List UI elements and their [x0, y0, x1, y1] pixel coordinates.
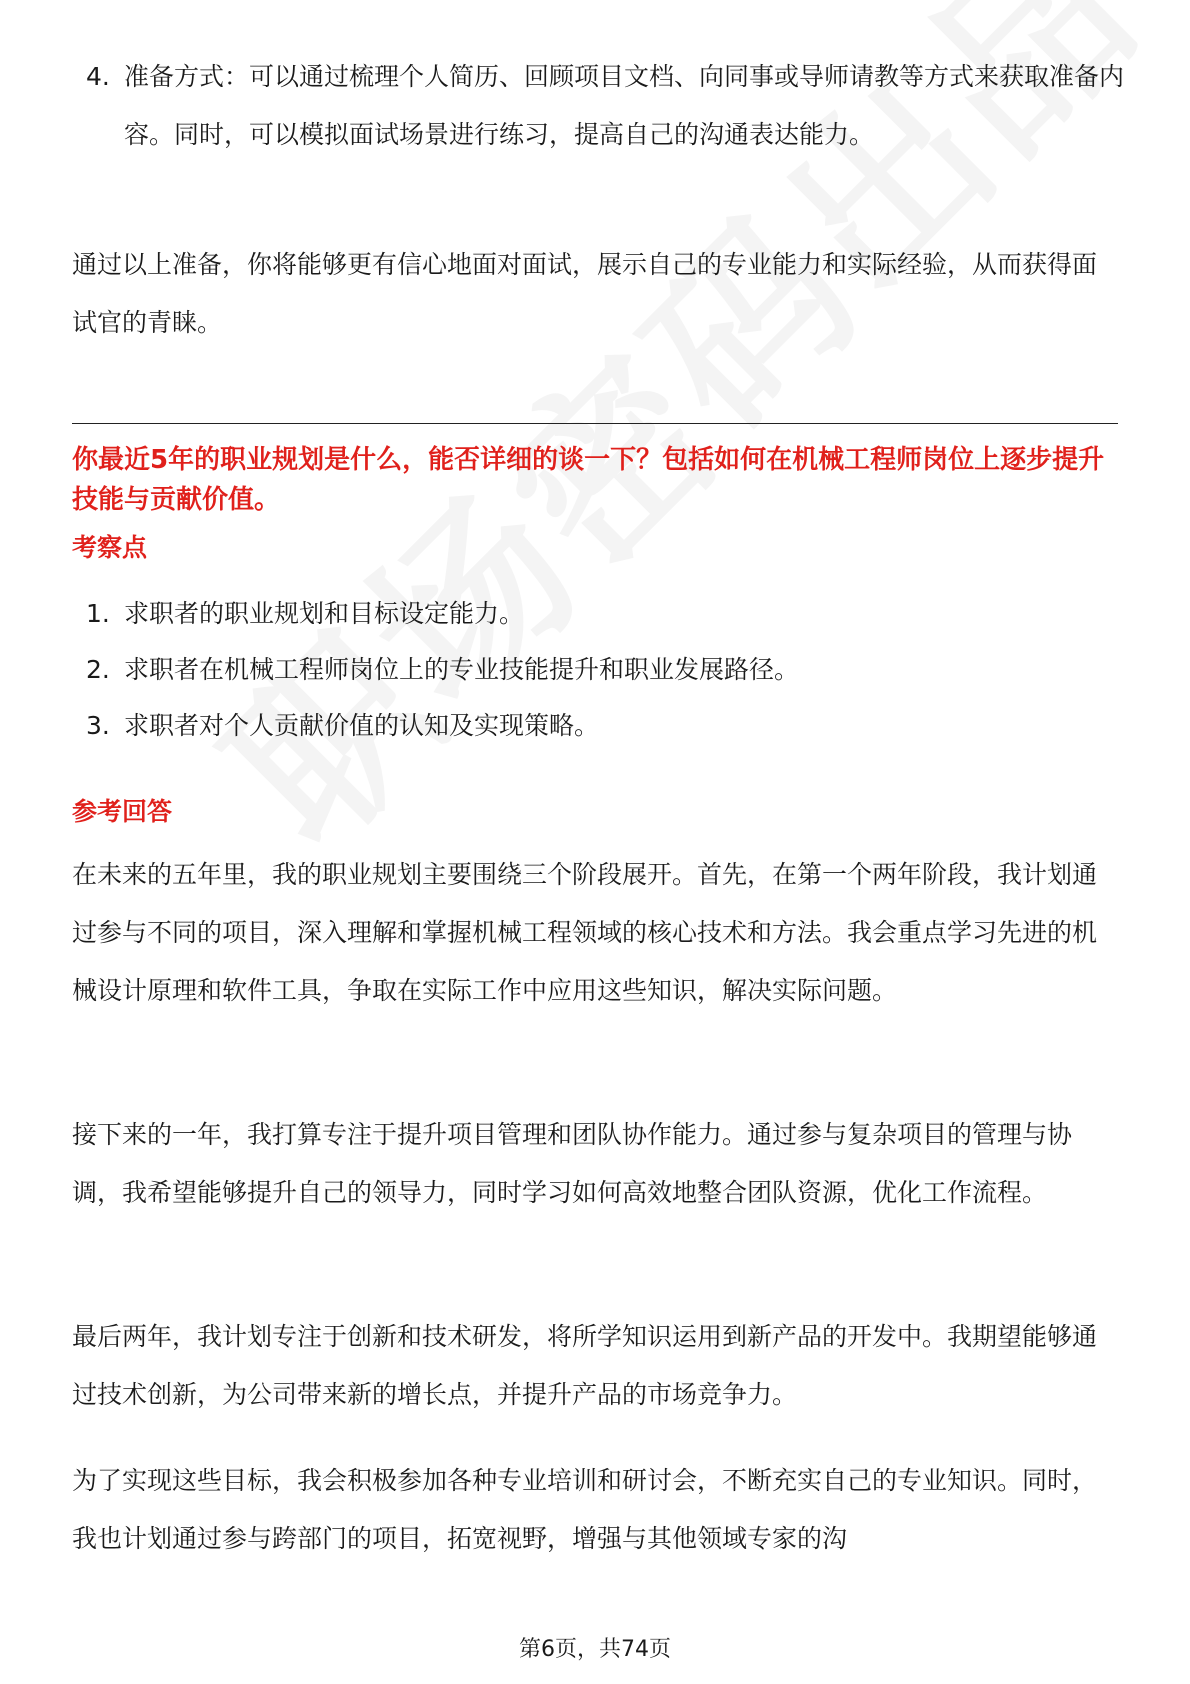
answer-paragraph: 在未来的五年里，我的职业规划主要围绕三个阶段展开。首先，在第一个两年阶段，我计划通过参与不同的项目，深入理解和掌握机械工程领域的核心技术和方法。我会重点学习先进的机械设计原理和软件工具，争取在实际工作中应用这些知识，解决实际问题。	[72, 860, 1098, 1005]
reference-heading: 参考回答	[72, 797, 173, 826]
page-number: 第6页，共74页	[519, 1637, 671, 1662]
divider	[72, 423, 1118, 424]
list-item-number: 4.	[86, 62, 110, 91]
examination-item-text: 求职者对个人贡献价值的认知及实现策略。	[124, 711, 600, 740]
answer-paragraph: 接下来的一年，我打算专注于提升项目管理和团队协作能力。通过参与复杂项目的管理与协调，我希望能够提升自己的领导力，同时学习如何高效地整合团队资源，优化工作流程。	[72, 1120, 1073, 1207]
list-item-text: 准备方式：可以通过梳理个人简历、回顾项目文档、向同事或导师请教等方式来获取准备内容。同时，可以模拟面试场景进行练习，提高自己的沟通表达能力。	[124, 62, 1125, 149]
examination-item-number: 3.	[86, 711, 110, 740]
answer-paragraph: 最后两年，我计划专注于创新和技术研发，将所学知识运用到新产品的开发中。我期望能够通过技术创新，为公司带来新的增长点，并提升产品的市场竞争力。	[72, 1322, 1098, 1409]
examination-heading: 考察点	[72, 533, 148, 562]
summary-paragraph: 通过以上准备，你将能够更有信心地面对面试，展示自己的专业能力和实际经验，从而获得面试官的青睐。	[72, 250, 1098, 337]
question-heading: 你最近5年的职业规划是什么，能否详细的谈一下？包括如何在机械工程师岗位上逐步提升技能与贡献价值。	[72, 445, 1105, 515]
examination-item-number: 2.	[86, 655, 110, 684]
answer-paragraph: 为了实现这些目标，我会积极参加各种专业培训和研讨会，不断充实自己的专业知识。同时，我也计划通过参与跨部门的项目，拓宽视野，增强与其他领域专家的沟	[72, 1466, 1098, 1553]
examination-item-text: 求职者的职业规划和目标设定能力。	[124, 599, 525, 628]
examination-item-text: 求职者在机械工程师岗位上的专业技能提升和职业发展路径。	[124, 655, 800, 684]
examination-item-number: 1.	[86, 599, 110, 628]
